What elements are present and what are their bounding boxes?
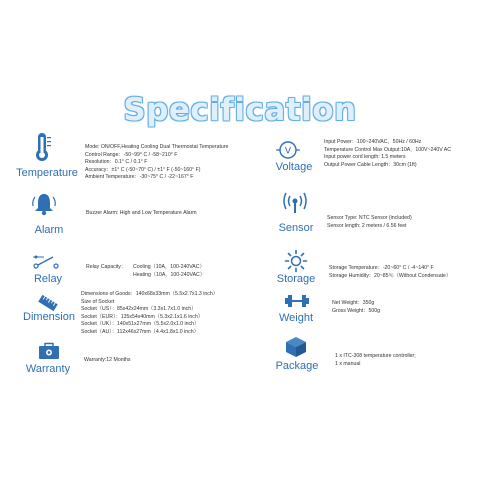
voltage-specs: [324, 139, 451, 169]
spec-line: Net Weight：350g: [332, 300, 375, 306]
relay-switch-icon: [33, 254, 59, 270]
warranty-label: Warranty: [25, 363, 71, 375]
temperature-label: Temperature: [16, 167, 78, 179]
spec-line: Output Power Cable Length：30cm (1ft): [324, 161, 417, 168]
box-icon: [285, 336, 307, 358]
spec-line: Storage Humidity：20~85％（Without Condensate）: [329, 272, 452, 279]
relay-label: Relay: [33, 273, 63, 285]
spec-line: 1 x manual: [335, 360, 361, 367]
sensor-specs: [327, 215, 412, 230]
package-specs: [335, 353, 416, 368]
temperature-specs: [85, 144, 228, 182]
sun-icon: [284, 249, 308, 273]
relay-prefix: Relay Capacity：: [86, 264, 127, 270]
voltage-label: Voltage: [275, 161, 313, 173]
spec-line: Socket（US）：85x42x24mm（3.3x1.7x1.0 inch）: [81, 306, 197, 313]
spec-line: 1 x ITC-308 temperature controller;: [335, 353, 416, 359]
svg-text:V: V: [284, 146, 292, 157]
spec-line: Warranty:12 Months: [84, 357, 131, 363]
spec-line: Sensor Type: NTC Sensor (included): [327, 215, 412, 221]
spec-line: Control Range：-50~99° C / -58~210° F: [85, 151, 178, 158]
spec-line: Temperature Control Max Output:10A，100V~240V AC: [324, 146, 452, 153]
spec-line: Gross Weight：500g: [332, 307, 381, 314]
spec-line: Socket（UK）：140x51x27mm（5.5x2.0x1.0 inch）: [81, 321, 200, 328]
dimension-label: Dimension: [23, 311, 75, 323]
relay-row: [86, 264, 205, 272]
alarm-label: Alarm: [34, 224, 64, 236]
spec-line: Buzzer Alarm: High and Low Temperature Alarm: [86, 210, 197, 216]
package-label: Package: [275, 360, 319, 372]
spec-line: Storage Temperature：-20~60° C / -4~140° F: [329, 265, 434, 271]
spec-line: Resolution：0.1° C / 0.1° F: [85, 159, 148, 166]
storage-specs: [329, 265, 451, 280]
spec-line: Sensor length: 2 meters / 6.56 feet: [327, 222, 407, 229]
storage-label: Storage: [276, 273, 316, 285]
spec-line: Mode: ON/OFF,Heating Cooling Dual Thermostat Temperature: [85, 144, 229, 150]
bell-icon: [30, 191, 58, 217]
weight-label: Weight: [278, 312, 314, 324]
signal-icon: [283, 192, 307, 214]
page-title: Specification: [123, 92, 357, 128]
spec-line: Socket（AU）：112x46x27mm（4.4x1.8x1.0 inch）: [81, 328, 199, 335]
relay-row: [86, 272, 205, 280]
spec-line: Input power cord length: 1.5 meters: [324, 154, 406, 161]
spec-line: Input Power：100~240VAC，50Hz / 60Hz: [324, 139, 422, 145]
relay-specs: [86, 264, 205, 279]
dimension-specs: [81, 291, 218, 337]
voltmeter-icon: [276, 140, 300, 160]
spec-line: Dimensions of Goods：140x68x33mm（5.5x2.7x1.3 inch）: [81, 291, 218, 297]
warranty-specs: [84, 357, 131, 365]
ruler-icon: [37, 293, 59, 313]
dumbbell-icon: [284, 293, 310, 309]
spec-line: Size of Socket: [81, 298, 115, 305]
weight-specs: [332, 300, 380, 315]
alarm-specs: [86, 210, 197, 218]
toolbox-icon: [38, 342, 60, 360]
spec-line: Accuracy：±1° C (-50~70° C) / ±1° F (-50~160° F): [85, 166, 201, 173]
spec-line: Cooling（10A，100-240VAC）: [133, 264, 205, 270]
spec-line: Ambient Temperature：-30~75° C / -22~167° F: [85, 174, 194, 181]
thermometer-icon: [31, 132, 53, 162]
spec-line: Socket（EUR）：135x54x40mm（5.3x2.1x1.6 inch）: [81, 313, 203, 320]
relay-indent: [86, 272, 133, 280]
sensor-label: Sensor: [278, 222, 314, 234]
spec-line: Heating（10A，100-240VAC）: [133, 271, 205, 278]
